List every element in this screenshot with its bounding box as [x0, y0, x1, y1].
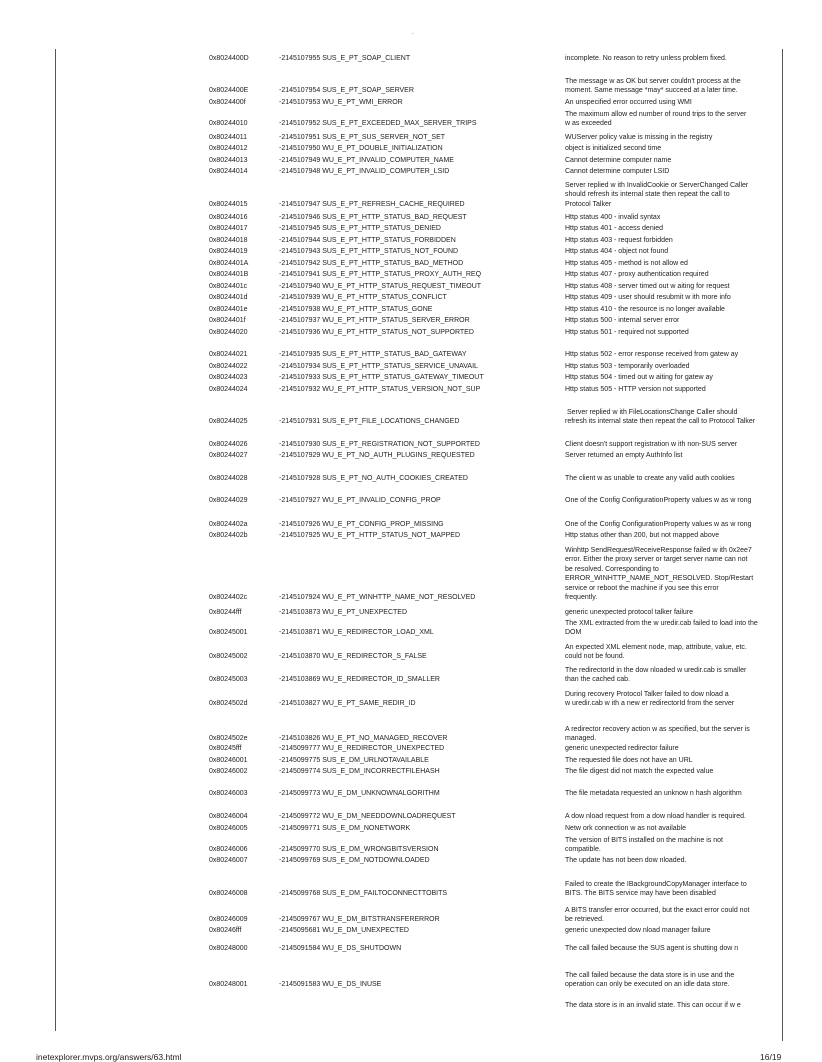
error-decimal-and-name: -2145103826 WU_E_PT_NO_MANAGED_RECOVER	[279, 735, 448, 743]
error-description	[565, 812, 785, 821]
table-row	[0, 944, 822, 953]
description-line: refresh its internal state then repeat the call to Protocol Talker	[565, 418, 756, 426]
description-line: The file digest did not match the expected value	[565, 768, 714, 775]
error-hex-code: 0x8024401B	[209, 271, 249, 278]
error-description	[565, 110, 785, 129]
error-decimal-and-name: -2145107926 WU_E_PT_CONFIG_PROP_MISSING	[279, 521, 444, 528]
description-line: A BITS transfer error occurred, but the exact error could not	[565, 907, 750, 914]
table-row	[0, 181, 822, 209]
error-decimal-and-name: -2145107954 SUS_E_PT_SOAP_SERVER	[279, 87, 414, 95]
description-line: Http status 407 - proxy authentication required	[565, 271, 709, 278]
description-line: One of the Config ConfigurationProperty values w as w rong	[565, 521, 752, 528]
error-description	[565, 836, 785, 855]
error-hex-code: 0x80244020	[209, 329, 248, 336]
error-decimal-and-name: -2145103827 WU_E_PT_SAME_REDIR_ID	[279, 700, 416, 708]
description-line: Http status 401 - access denied	[565, 225, 664, 232]
error-description	[565, 408, 785, 427]
table-row	[0, 520, 822, 529]
error-decimal-and-name: -2145107931 SUS_E_PT_FILE_LOCATIONS_CHANGED	[279, 418, 460, 426]
error-decimal-and-name: -2145099767 WU_E_DM_BITSTRANSFERERROR	[279, 916, 440, 924]
error-description	[565, 767, 785, 776]
error-description	[565, 643, 785, 662]
description-line: Cannot determine computer LSID	[565, 168, 670, 175]
description-line: Http status 503 - temporarily overloaded	[565, 363, 690, 370]
error-decimal-and-name: -2145107924 WU_E_PT_WINHTTP_NAME_NOT_RESOLVED	[279, 594, 476, 601]
description-line: An expected XML element node, map, attribute, value, etc.	[565, 644, 747, 651]
error-decimal-and-name: -2145107933 SUS_E_PT_HTTP_STATUS_GATEWAY_TIMEOUT	[279, 374, 484, 381]
table-row	[0, 531, 822, 540]
description-line: be retrieved.	[565, 916, 604, 924]
error-decimal-and-name: -2145099777 WU_E_REDIRECTOR_UNEXPECTED	[279, 745, 445, 752]
error-description	[565, 824, 785, 833]
description-line: Http status 501 - required not supported	[565, 329, 689, 336]
description-line: During recovery Protocol Talker failed to dow nload a	[565, 691, 729, 698]
description-line: DOM	[565, 629, 582, 637]
error-description	[565, 906, 785, 925]
error-description	[565, 944, 785, 953]
description-line: than the cached cab.	[565, 676, 630, 684]
error-decimal-and-name: -2145107939 WU_E_PT_HTTP_STATUS_CONFLICT	[279, 294, 447, 301]
table-row	[0, 328, 822, 337]
description-line: Http status 405 - method is not allow ed	[565, 260, 688, 267]
table-row	[0, 156, 822, 165]
error-description	[565, 305, 785, 314]
description-line: The client w as unable to create any valid auth cookies	[565, 475, 735, 482]
table-row	[0, 305, 822, 314]
description-line: Http status 502 - error response received from gatew ay	[565, 351, 739, 358]
table-row	[0, 350, 822, 359]
error-description	[565, 293, 785, 302]
error-hex-code: 0x8024502e	[209, 735, 248, 743]
description-line: Http status 500 - internal server error	[565, 317, 680, 324]
table-row	[0, 767, 822, 776]
description-line: An unspecified error occurred using WMI	[565, 99, 692, 106]
description-line: be resolved. Corresponding to	[565, 565, 659, 573]
error-description	[565, 282, 785, 291]
error-decimal-and-name: -2145107948 WU_E_PT_INVALID_COMPUTER_LSID	[279, 168, 450, 175]
description-line: generic unexpected protocol talker failure	[565, 609, 694, 616]
error-decimal-and-name: -2145099775 SUS_E_DM_URLNOTAVAILABLE	[279, 757, 429, 764]
table-row	[0, 812, 822, 821]
error-hex-code: 0x8024400f	[209, 99, 246, 106]
error-description	[565, 926, 785, 935]
error-hex-code: 0x80244021	[209, 351, 248, 358]
table-row	[0, 971, 822, 990]
error-decimal-and-name: -2145103870 WU_E_REDIRECTOR_S_FALSE	[279, 653, 427, 661]
table-row	[0, 316, 822, 325]
table-row	[0, 408, 822, 427]
description-line: Http status 404 - object not found	[565, 248, 669, 255]
description-line: The redirectorId in the dow nloaded w uredir.cab is smaller	[565, 667, 747, 674]
error-hex-code: 0x80245002	[209, 653, 248, 661]
error-description	[565, 270, 785, 279]
error-decimal-and-name: -2145107937 WU_E_PT_HTTP_STATUS_SERVER_ERROR	[279, 317, 470, 324]
error-hex-code: 0x80246005	[209, 825, 248, 832]
description-line: Http status 504 - timed out w aiting for gatew ay	[565, 374, 713, 381]
page-number: 16/19	[760, 1052, 782, 1062]
error-description	[565, 474, 785, 483]
error-description	[565, 789, 785, 798]
error-description	[565, 144, 785, 153]
error-description	[565, 725, 785, 744]
error-decimal-and-name: -2145107947 SUS_E_PT_REFRESH_CACHE_REQUIRED	[279, 200, 465, 208]
description-line: Http status 400 - invalid syntax	[565, 214, 661, 221]
description-line: A redirector recovery action w as specified, but the server is	[565, 726, 750, 733]
error-decimal-and-name: -2145107928 SUS_E_PT_NO_AUTH_COOKIES_CREATED	[279, 475, 468, 482]
error-description	[565, 520, 785, 529]
description-line: service or reboot the machine if you see this error	[565, 584, 719, 592]
error-description	[565, 373, 785, 382]
description-line: compatible.	[565, 846, 601, 854]
table-row	[0, 270, 822, 279]
description-line: ERROR_WINHTTP_NAME_NOT_RESOLVED. Stop/Restart	[565, 575, 754, 583]
error-decimal-and-name: -2145099768 SUS_E_DM_FAILTOCONNECTTOBITS	[279, 890, 448, 898]
error-description	[565, 440, 785, 449]
error-hex-code: 0x80246001	[209, 757, 248, 764]
table-row	[0, 926, 822, 935]
error-hex-code: 0x80244016	[209, 214, 248, 221]
error-hex-code: 0x8024400D	[209, 55, 249, 62]
error-decimal-and-name: -2145107953 WU_E_PT_WMI_ERROR	[279, 99, 403, 106]
description-line: BITS. The BITS service may have been disabled	[565, 890, 716, 898]
table-row	[0, 824, 822, 833]
table-row	[0, 756, 822, 765]
table-row	[0, 856, 822, 865]
description-line: operation can only be executed on an idle data store.	[565, 981, 730, 989]
error-decimal-and-name: -2145107930 SUS_E_PT_REGISTRATION_NOT_SUPPORTED	[279, 441, 480, 448]
error-description	[565, 546, 785, 602]
error-decimal-and-name: -2145107949 WU_E_PT_INVALID_COMPUTER_NAME	[279, 157, 454, 164]
error-decimal-and-name: -2145107944 SUS_E_PT_HTTP_STATUS_FORBIDDEN	[279, 237, 456, 244]
description-line: Http status 410 - the resource is no longer available	[565, 306, 725, 313]
description-line: Http status other than 200, but not mapped above	[565, 532, 720, 539]
error-description	[565, 690, 785, 709]
description-line: error. Either the proxy server or target server name can not	[565, 556, 748, 564]
error-hex-code: 0x8024401A	[209, 260, 249, 267]
description-line: One of the Config ConfigurationProperty values w as w rong	[565, 497, 752, 504]
description-line: Http status 505 - HTTP version not supported	[565, 386, 706, 393]
error-hex-code: 0x80245001	[209, 629, 248, 637]
table-row	[0, 836, 822, 855]
description-line: The version of BITS installed on the machine is not	[565, 837, 723, 844]
table-row	[0, 906, 822, 925]
error-description	[565, 236, 785, 245]
error-hex-code: 0x80246004	[209, 813, 248, 820]
table-row	[0, 789, 822, 798]
table-row	[0, 385, 822, 394]
error-decimal-and-name: -2145107952 SUS_E_PT_EXCEEDED_MAX_SERVER_TRIPS	[279, 120, 477, 128]
table-row	[0, 98, 822, 107]
error-hex-code: 0x80248000	[209, 945, 248, 952]
error-hex-code: 0x80246007	[209, 857, 248, 864]
error-decimal-and-name: -2145107941 SUS_E_PT_HTTP_STATUS_PROXY_AUTH_REQ	[279, 271, 482, 278]
description-line: The file metadata requested an unknow n hash algorithm	[565, 790, 742, 797]
table-row	[0, 440, 822, 449]
description-line: Cannot determine computer name	[565, 157, 672, 164]
error-decimal-and-name: -2145099769 SUS_E_DM_NOTDOWNLOADED	[279, 857, 430, 864]
error-decimal-and-name: -2145091584 WU_E_DS_SHUTDOWN	[279, 945, 402, 952]
description-line: w as exceeded	[565, 120, 612, 128]
description-line: moment. Same message *may* succeed at a later time.	[565, 87, 738, 95]
error-description	[565, 385, 785, 394]
error-description	[565, 451, 785, 460]
description-line: Server replied w ith InvalidCookie or ServerChanged Caller	[565, 182, 749, 189]
table-row	[0, 608, 822, 617]
table-row	[0, 236, 822, 245]
error-decimal-and-name: -2145099774 SUS_E_DM_INCORRECTFILEHASH	[279, 768, 440, 775]
error-hex-code: 0x8024402a	[209, 521, 248, 528]
table-row	[0, 362, 822, 371]
error-description	[565, 167, 785, 176]
error-decimal-and-name: -2145095681 WU_E_DM_UNEXPECTED	[279, 927, 409, 934]
description-line: Winhttp SendRequest/ReceiveResponse failed w ith 0x2ee7	[565, 547, 752, 554]
error-description	[565, 181, 785, 209]
error-decimal-and-name: -2145107943 SUS_E_PT_HTTP_STATUS_NOT_FOUND	[279, 248, 459, 255]
description-line: Http status 403 - request forbidden	[565, 237, 673, 244]
error-hex-code: 0x8024401e	[209, 306, 248, 313]
table-row	[0, 451, 822, 460]
description-line: object is initialized second time	[565, 145, 662, 152]
error-hex-code: 0x8024401f	[209, 317, 246, 324]
error-decimal-and-name: -2145107936 WU_E_PT_HTTP_STATUS_NOT_SUPPORTED	[279, 329, 474, 336]
error-hex-code: 0x80244029	[209, 497, 248, 504]
error-decimal-and-name: -2145107951 SUS_E_PT_SUS_SERVER_NOT_SET	[279, 134, 446, 141]
description-line: could not be found.	[565, 653, 625, 661]
description-line: incomplete. No reason to retry unless problem fixed.	[565, 55, 727, 62]
error-hex-code: 0x80245003	[209, 676, 248, 684]
error-decimal-and-name: -2145107934 SUS_E_PT_HTTP_STATUS_SERVICE_UNAVAIL	[279, 363, 478, 370]
error-description	[565, 77, 785, 96]
description-line: The requested file does not have an URL	[565, 757, 693, 764]
error-hex-code: 0x80246002	[209, 768, 248, 775]
error-description	[565, 608, 785, 617]
table-row	[0, 213, 822, 222]
error-decimal-and-name: -2145107950 WU_E_PT_DOUBLE_INITIALIZATION	[279, 145, 443, 152]
description-line: Netw ork connection w as not available	[565, 825, 687, 832]
description-line: Http status 409 - user should resubmit w ith more info	[565, 294, 731, 301]
error-description	[565, 362, 785, 371]
error-hex-code: 0x80248001	[209, 981, 248, 989]
description-line: A dow nload request from a dow nload handler is required.	[565, 813, 746, 820]
table-row	[0, 259, 822, 268]
table-row	[0, 110, 822, 129]
error-decimal-and-name: -2145099770 SUS_E_DM_WRONGBITSVERSION	[279, 846, 439, 854]
error-hex-code: 0x80244027	[209, 452, 248, 459]
error-decimal-and-name: -2145107946 SUS_E_PT_HTTP_STATUS_BAD_REQUEST	[279, 214, 467, 221]
table-row	[0, 880, 822, 899]
error-description	[565, 156, 785, 165]
error-decimal-and-name: -2145107927 WU_E_PT_INVALID_CONFIG_PROP	[279, 497, 441, 504]
error-hex-code: 0x80244011	[209, 134, 248, 141]
error-description	[565, 328, 785, 337]
error-description	[565, 856, 785, 865]
table-row	[0, 54, 822, 63]
error-hex-code: 0x80244fff	[209, 609, 242, 616]
error-hex-code: 0x80246006	[209, 846, 248, 854]
description-line: generic unexpected dow nload manager failure	[565, 927, 711, 934]
error-hex-code: 0x8024400E	[209, 87, 249, 95]
error-hex-code: 0x80244018	[209, 237, 248, 244]
error-decimal-and-name: -2145107929 WU_E_PT_NO_AUTH_PLUGINS_REQUESTED	[279, 452, 475, 459]
error-description	[565, 213, 785, 222]
error-hex-code: 0x8024401c	[209, 283, 248, 290]
error-description	[565, 619, 785, 638]
table-row	[0, 496, 822, 505]
error-hex-code: 0x80244013	[209, 157, 248, 164]
table-row	[0, 690, 822, 709]
error-description	[565, 98, 785, 107]
error-description	[565, 756, 785, 765]
error-decimal-and-name: -2145107935 SUS_E_PT_HTTP_STATUS_BAD_GATEWAY	[279, 351, 467, 358]
error-description	[565, 531, 785, 540]
error-decimal-and-name: -2145103873 WU_E_PT_UNEXPECTED	[279, 609, 408, 616]
description-line: frequently.	[565, 594, 598, 602]
table-row	[0, 224, 822, 233]
error-hex-code: 0x80244022	[209, 363, 248, 370]
table-row	[0, 144, 822, 153]
table-row	[0, 247, 822, 256]
error-decimal-and-name: -2145099772 WU_E_DM_NEEDDOWNLOADREQUEST	[279, 813, 456, 820]
description-line: Client doesn't support registration w ith non-SUS server	[565, 441, 738, 448]
error-description	[565, 54, 785, 63]
error-decimal-and-name: -2145099771 SUS_E_DM_NONETWORK	[279, 825, 411, 832]
error-description	[565, 133, 785, 142]
error-hex-code: 0x80246009	[209, 916, 248, 924]
description-line: The message w as OK but server couldn't process at the	[565, 78, 741, 85]
table-row	[0, 744, 822, 753]
table-row	[0, 282, 822, 291]
description-line: The call failed because the SUS agent is shutting dow n	[565, 945, 739, 952]
error-decimal-and-name: -2145107942 SUS_E_PT_HTTP_STATUS_BAD_METHOD	[279, 260, 464, 267]
error-hex-code: 0x80244017	[209, 225, 248, 232]
error-hex-code: 0x8024502d	[209, 700, 248, 708]
error-hex-code: 0x80246fff	[209, 927, 242, 934]
error-decimal-and-name: -2145103871 WU_E_REDIRECTOR_LOAD_XML	[279, 629, 434, 637]
error-description	[565, 1001, 785, 1010]
error-hex-code: 0x80244025	[209, 418, 248, 426]
table-row	[0, 167, 822, 176]
error-decimal-and-name: -2145107925 WU_E_PT_HTTP_STATUS_NOT_MAPPED	[279, 532, 461, 539]
error-decimal-and-name: -2145107955 SUS_E_PT_SOAP_CLIENT	[279, 55, 411, 62]
error-description	[565, 496, 785, 505]
error-decimal-and-name: -2145091583 WU_E_DS_INUSE	[279, 981, 382, 989]
error-hex-code: 0x80244012	[209, 145, 248, 152]
error-decimal-and-name: -2145107940 WU_E_PT_HTTP_STATUS_REQUEST_TIMEOUT	[279, 283, 482, 290]
error-description	[565, 971, 785, 990]
error-hex-code: 0x80244010	[209, 120, 248, 128]
description-line: Server replied w ith FileLocationsChange Caller should	[565, 409, 738, 416]
error-decimal-and-name: -2145107932 WU_E_PT_HTTP_STATUS_VERSION_NOT_SUP	[279, 386, 481, 393]
error-hex-code: 0x80244015	[209, 200, 248, 208]
table-row	[0, 643, 822, 662]
error-hex-code: 0x80244028	[209, 475, 248, 482]
error-hex-code: 0x80246003	[209, 790, 248, 797]
error-hex-code: 0x8024402c	[209, 594, 248, 601]
error-hex-code: 0x80244024	[209, 386, 248, 393]
description-line: The data store is in an invalid state. This can occur if w e	[565, 1002, 741, 1009]
error-description	[565, 259, 785, 268]
error-hex-code: 0x8024402b	[209, 532, 248, 539]
error-description	[565, 350, 785, 359]
error-description	[565, 247, 785, 256]
error-description	[565, 744, 785, 753]
table-row	[0, 546, 822, 602]
error-decimal-and-name: -2145103869 WU_E_REDIRECTOR_ID_SMALLER	[279, 676, 440, 684]
description-line: The maximum allow ed number of round trips to the server	[565, 111, 747, 118]
table-row	[0, 1001, 822, 1010]
table-row	[0, 666, 822, 685]
description-line: generic unexpected redirector failure	[565, 745, 679, 752]
footer-url[interactable]: inetexplorer.mvps.org/answers/63.html	[36, 1052, 182, 1062]
error-hex-code: 0x80244023	[209, 374, 248, 381]
error-description	[565, 316, 785, 325]
error-decimal-and-name: -2145099773 WU_E_DM_UNKNOWNALGORITHM	[279, 790, 440, 797]
description-line: Server returned an empty AuthInfo list	[565, 452, 683, 459]
description-line: The call failed because the data store is in use and the	[565, 972, 735, 979]
description-line: managed.	[565, 735, 597, 743]
table-row	[0, 133, 822, 142]
error-description	[565, 880, 785, 899]
description-line: Protocol Talker	[565, 200, 612, 208]
top-mark: .	[412, 30, 414, 36]
description-line: w uredir.cab w ith a new er redirectorId from the server	[565, 700, 735, 708]
error-hex-code: 0x80244026	[209, 441, 248, 448]
error-hex-code: 0x80245fff	[209, 745, 242, 752]
error-decimal-and-name: -2145107938 WU_E_PT_HTTP_STATUS_GONE	[279, 306, 433, 313]
table-row	[0, 293, 822, 302]
error-description	[565, 224, 785, 233]
table-row	[0, 373, 822, 382]
description-line: The XML extracted from the w uredir.cab failed to load into the	[565, 620, 758, 627]
error-hex-code: 0x80244014	[209, 168, 248, 175]
table-row	[0, 77, 822, 96]
table-row	[0, 474, 822, 483]
description-line: WUServer policy value is missing in the registry	[565, 134, 713, 141]
error-hex-code: 0x80246008	[209, 890, 248, 898]
description-line: The update has not been dow nloaded.	[565, 857, 687, 864]
error-hex-code: 0x8024401d	[209, 294, 248, 301]
description-line: Failed to create the IBackgroundCopyManager interface to	[565, 881, 747, 888]
error-decimal-and-name: -2145107945 SUS_E_PT_HTTP_STATUS_DENIED	[279, 225, 441, 232]
description-line: Http status 408 - server timed out w aiting for request	[565, 283, 730, 290]
table-row	[0, 725, 822, 744]
description-line: should refresh its internal state then repeat the call to	[565, 191, 730, 199]
error-hex-code: 0x80244019	[209, 248, 248, 255]
table-row	[0, 619, 822, 638]
error-description	[565, 666, 785, 685]
